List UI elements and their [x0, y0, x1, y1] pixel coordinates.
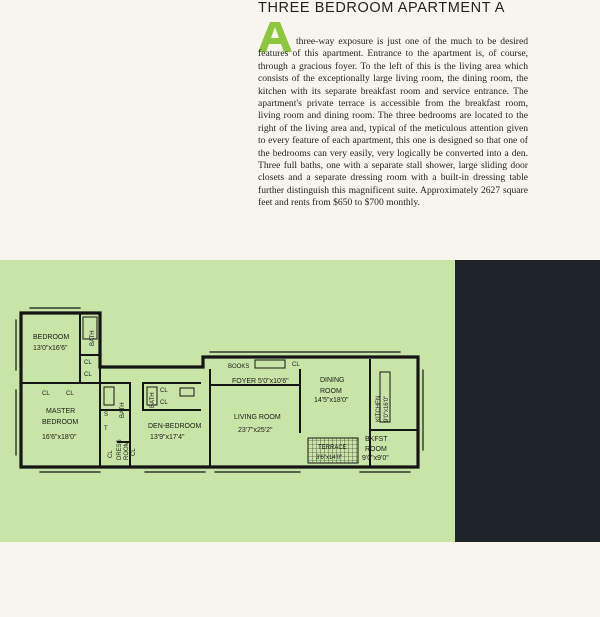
- closet-label: CL: [131, 448, 137, 456]
- room-size-living: 23'7"x25'2": [238, 427, 273, 434]
- room-label-bedroom: BEDROOM: [33, 334, 70, 341]
- bath-label: BATH: [120, 402, 126, 418]
- room-label-dining-2: ROOM: [320, 388, 342, 395]
- room-label-master-1: MASTER: [46, 408, 76, 415]
- closet-label: CL: [42, 391, 50, 397]
- floor-plan-panel: [0, 260, 455, 542]
- room-size-bkfst: 9'0"x9'0": [362, 455, 389, 462]
- bath-label: BATH: [90, 330, 96, 346]
- floor-plan: [0, 260, 455, 542]
- room-label-living: LIVING ROOM: [234, 414, 281, 421]
- page-title: THREE BEDROOM APARTMENT A: [258, 0, 506, 16]
- bath-label: BATH: [150, 392, 156, 408]
- s-label: S: [104, 412, 109, 418]
- closet-label: CL: [160, 388, 168, 394]
- room-size-kitchen: 9'0"x16'0": [384, 395, 390, 422]
- room-label-terrace: TERRACE: [318, 445, 347, 451]
- room-label-den: DEN-BEDROOM: [148, 423, 202, 430]
- article-body: [258, 36, 528, 210]
- room-label-master-2: BEDROOM: [42, 419, 79, 426]
- t-label: T: [104, 426, 108, 432]
- room-label-dress-1: DRESS: [117, 439, 123, 460]
- closet-label: CL: [84, 372, 92, 378]
- room-size-master: 16'6"x18'0": [42, 434, 77, 441]
- dark-panel: [455, 260, 600, 542]
- article-text: three-way exposure is just one of the much to be desired features of this apartment. Entrance to the apartment is, of course, through a gracious foyer. To the left of this is the living area which consists of the exceptionally large living room, the dining room, the kitchen with its separate breakfast room and service entrance. The apartment's private terrace is accessible from the breakfast room, living room and dining room. The three bedrooms are located to the right of the living area and, typical of the meticulous attention given to every feature of each apartment, this one is designed so that one of the bedrooms can very easily, very logically be converted into a den. Three full baths, one with a separate stall shower, large sliding door closets and a separate dressing room with a built-in dressing table further distinguish this magnificent suite. Approximately 2627 square feet and rents from $650 to $700 monthly.: [258, 36, 528, 209]
- room-label-kitchen: KITCHEN: [376, 395, 382, 422]
- room-label-foyer: FOYER 5'0"x10'6": [232, 378, 289, 385]
- room-size-bedroom: 13'0"x16'6": [33, 345, 68, 352]
- room-size-den: 13'9"x17'4": [150, 434, 185, 441]
- room-label-dress-2: ROOM: [124, 441, 130, 460]
- closet-label: CL: [108, 450, 114, 458]
- closet-label: CL: [66, 391, 74, 397]
- closet-label: CL: [292, 362, 300, 368]
- room-size-terrace: 3'6"x14'0": [316, 455, 343, 461]
- books-label: BOOKS: [228, 364, 250, 370]
- closet-label: CL: [160, 400, 168, 406]
- closet-label: CL: [84, 360, 92, 366]
- room-label-bkfst-2: ROOM: [365, 446, 387, 453]
- room-label-bkfst-1: BKFST: [365, 436, 388, 443]
- room-size-dining: 14'5"x18'0": [314, 397, 349, 404]
- room-label-dining-1: DINING: [320, 377, 345, 384]
